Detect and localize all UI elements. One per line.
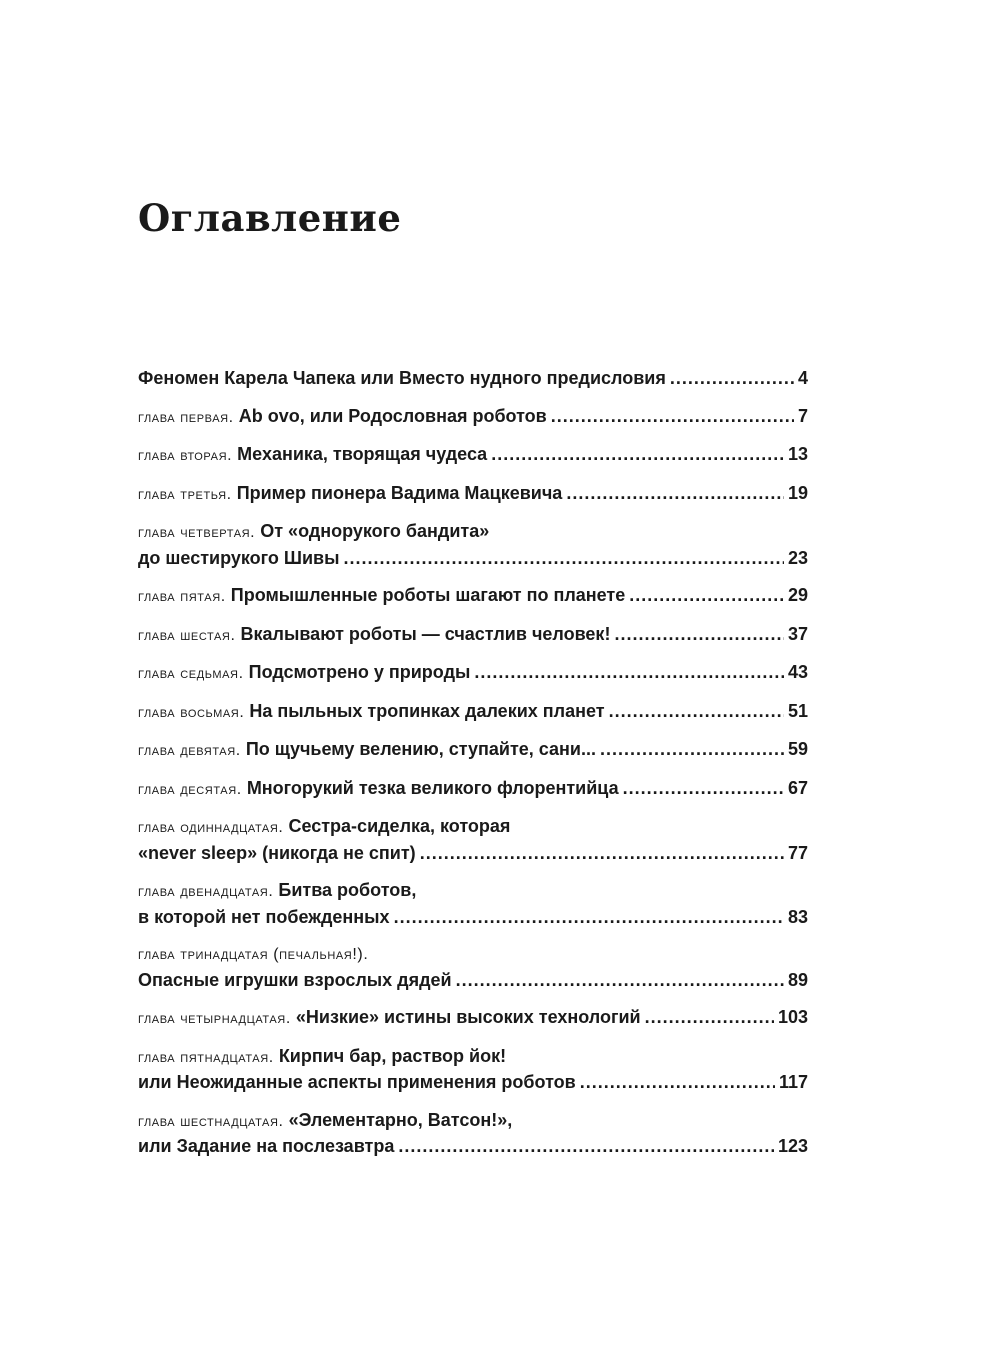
dot-leader <box>398 1134 774 1160</box>
toc-page-number: 117 <box>778 1072 808 1092</box>
chapter-label: глава девятая. <box>138 742 241 759</box>
toc-line <box>138 1134 808 1160</box>
chapter-label: глава первая. <box>138 408 234 426</box>
toc-line <box>138 814 808 841</box>
toc-entry-title: Промышленные роботы шагают по планете <box>230 585 626 605</box>
toc-entry-title: Вкалывают роботы — счастлив человек! <box>240 623 611 644</box>
toc-line <box>138 546 808 572</box>
chapter-label: глава пятнадцатая. <box>138 1048 274 1066</box>
toc-line <box>138 404 808 431</box>
chapter-label: глава третья. <box>138 485 232 503</box>
toc-entry-title: Многорукий тезка великого флорентийца <box>246 777 619 798</box>
toc-entry[interactable] <box>138 1005 808 1032</box>
toc-entry[interactable] <box>138 583 808 610</box>
toc-page-number: 29 <box>787 585 808 605</box>
chapter-label: глава шестая. <box>138 626 236 644</box>
toc-entry-title: Пример пионера Вадима Мацкевича <box>236 482 563 503</box>
toc-entry[interactable] <box>138 442 808 469</box>
toc-entry-title-line1: Битва роботов, <box>278 880 417 900</box>
toc-entry[interactable] <box>138 404 808 431</box>
dot-leader <box>600 737 784 763</box>
dot-leader <box>670 366 794 392</box>
table-of-contents <box>138 366 808 1172</box>
dot-leader <box>645 1005 774 1031</box>
toc-page-number: 123 <box>777 1136 808 1156</box>
toc-page-number: 23 <box>787 547 808 568</box>
dot-leader <box>614 622 784 648</box>
toc-page-number: 89 <box>787 969 808 990</box>
chapter-label: глава вторая. <box>138 447 233 464</box>
toc-entry[interactable] <box>138 519 808 571</box>
toc-entry-title: «never sleep» (никогда не спит) <box>138 842 416 863</box>
toc-entry[interactable] <box>138 1108 808 1160</box>
toc-entry-title: или Задание на послезавтра <box>138 1136 395 1156</box>
toc-entry-title-line1: Сестра-сиделка, которая <box>288 816 511 836</box>
toc-line <box>138 699 808 726</box>
toc-line <box>138 841 808 867</box>
chapter-label: глава пятая. <box>138 588 226 605</box>
dot-leader <box>394 905 784 931</box>
toc-line <box>138 1005 808 1032</box>
dot-leader <box>343 546 783 572</box>
toc-page-number: 59 <box>787 739 808 759</box>
toc-entry[interactable] <box>138 481 808 508</box>
toc-line <box>138 968 808 994</box>
toc-entry[interactable] <box>138 699 808 726</box>
toc-page-number: 77 <box>787 842 808 863</box>
chapter-label: глава четырнадцатая. <box>138 1010 291 1027</box>
toc-entry-title: На пыльных тропинках далеких планет <box>249 700 605 721</box>
toc-line <box>138 905 808 931</box>
toc-line <box>138 366 808 392</box>
chapter-label: глава десятая. <box>138 780 242 798</box>
dot-leader <box>491 442 784 468</box>
chapter-label: глава четвертая. <box>138 524 256 541</box>
toc-line <box>138 622 808 649</box>
toc-entry[interactable] <box>138 776 808 803</box>
toc-entry-title: Подсмотрено у природы <box>248 662 471 682</box>
toc-page-number: 4 <box>797 368 808 388</box>
toc-page-number: 19 <box>787 482 808 503</box>
toc-entry-title: «Низкие» истины высоких технологий <box>295 1007 641 1027</box>
chapter-label: глава седьмая. <box>138 665 244 682</box>
toc-page-number: 7 <box>797 405 808 426</box>
toc-line <box>138 1108 808 1135</box>
toc-entry[interactable] <box>138 622 808 649</box>
toc-line <box>138 442 808 469</box>
toc-entry[interactable] <box>138 1044 808 1096</box>
toc-page-number: 83 <box>787 906 808 927</box>
toc-entry-title: в которой нет побежденных <box>138 906 390 927</box>
toc-line <box>138 660 808 687</box>
toc-page-number: 67 <box>787 777 808 798</box>
dot-leader <box>420 841 784 867</box>
toc-line <box>138 776 808 803</box>
chapter-label: глава восьмая. <box>138 703 245 721</box>
toc-entry-title-line1: От «однорукого бандита» <box>260 521 490 541</box>
toc-entry[interactable] <box>138 660 808 687</box>
toc-line <box>138 1070 808 1096</box>
toc-entry-title: По щучьему велению, ступайте, сани... <box>245 739 596 759</box>
toc-entry-title: Механика, творящая чудеса <box>237 444 488 464</box>
dot-leader <box>474 660 784 686</box>
toc-entry-title: или Неожиданные аспекты применения роботов <box>138 1072 576 1092</box>
toc-entry-title: Ab ovo, или Родословная роботов <box>238 405 547 426</box>
toc-entry[interactable] <box>138 878 808 930</box>
chapter-label: глава двенадцатая. <box>138 883 274 900</box>
toc-line <box>138 583 808 610</box>
chapter-label: глава шестнадцатая. <box>138 1112 284 1130</box>
toc-line <box>138 737 808 764</box>
dot-leader <box>629 583 784 609</box>
chapter-label: глава одиннадцатая. <box>138 819 284 836</box>
toc-line <box>138 481 808 508</box>
toc-entry-title-line1: Кирпич бар, раствор йок! <box>278 1045 507 1066</box>
dot-leader <box>566 481 784 507</box>
toc-line <box>138 878 808 905</box>
toc-entry-title: Феномен Карела Чапека или Вместо нудного предисловия <box>138 368 666 388</box>
toc-line <box>138 942 808 968</box>
toc-entry[interactable] <box>138 366 808 392</box>
dot-leader <box>623 776 784 802</box>
toc-page-number: 51 <box>787 700 808 721</box>
toc-entry[interactable] <box>138 737 808 764</box>
dot-leader <box>456 968 784 994</box>
toc-line <box>138 519 808 546</box>
toc-page-number: 13 <box>787 444 808 464</box>
dot-leader <box>551 404 794 430</box>
toc-page-number: 103 <box>777 1007 808 1027</box>
toc-entry-title-line1: «Элементарно, Ватсон!», <box>288 1109 513 1130</box>
dot-leader <box>580 1070 775 1096</box>
toc-entry[interactable] <box>138 814 808 866</box>
toc-entry-title: Опасные игрушки взрослых дядей <box>138 969 452 990</box>
toc-page-number: 43 <box>787 662 808 682</box>
page-title: Оглавление <box>138 196 402 240</box>
toc-page-number: 37 <box>787 623 808 644</box>
toc-line <box>138 1044 808 1071</box>
toc-entry-title: до шестирукого Шивы <box>138 547 340 568</box>
chapter-label: глава тринадцатая (печальная!). <box>138 946 369 963</box>
toc-entry[interactable] <box>138 942 808 993</box>
dot-leader <box>609 699 784 725</box>
